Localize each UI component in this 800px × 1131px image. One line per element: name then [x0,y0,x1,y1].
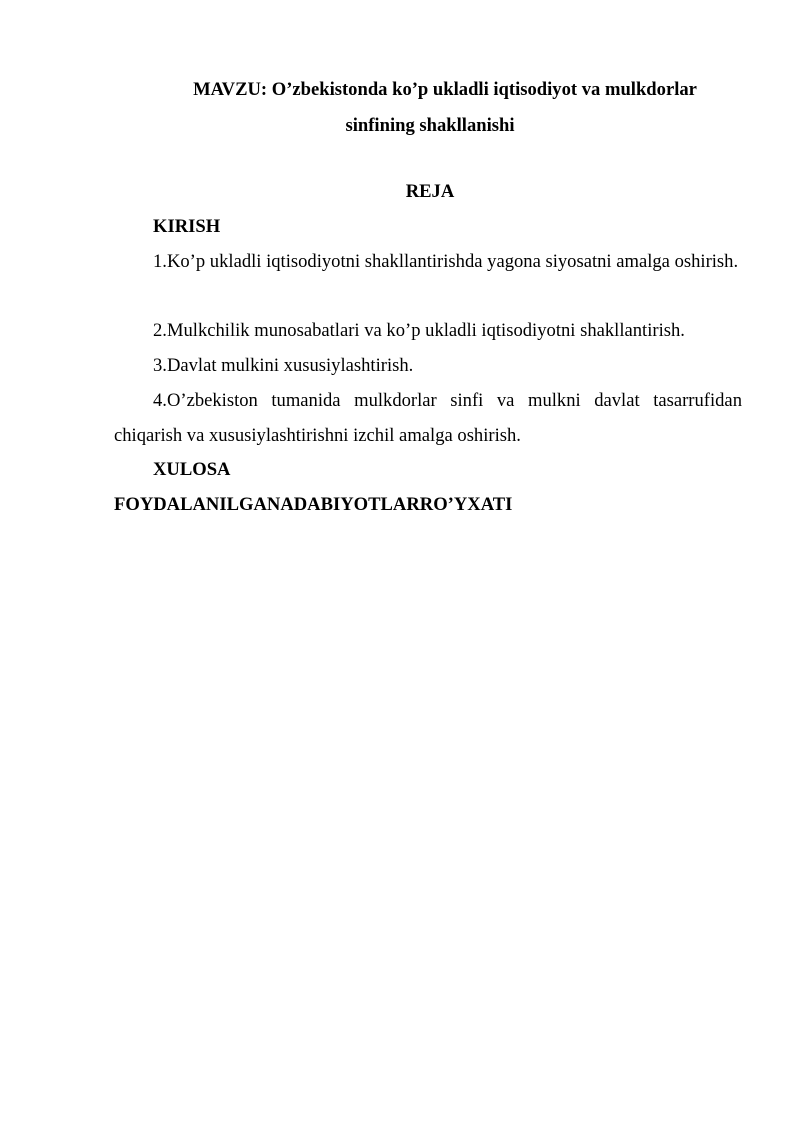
plan-item-3: 3.Davlat mulkini xususiylashtirish. [153,355,414,376]
intro-heading: KIRISH [153,216,221,237]
references-heading: FOYDALANILGANADABIYOTLARRO’YXATI [114,494,513,515]
plan-item-4: 4.O’zbekiston tumanida mulkdorlar sinfi va mulkni davlat tasarrufidan chiqarish va xususiylashtirishni izchil amalga oshirish. [114,390,742,446]
plan-item-1: 1.Ko’p ukladli iqtisodiyotni shakllantirishda yagona siyosatni amalga oshirish. [153,251,739,272]
conclusion-heading: XULOSA [153,459,231,480]
plan-item-2: 2.Mulkchilik munosabatlari va ko’p ukladli iqtisodiyotni shakllantirish. [153,320,685,341]
document-title: MAVZU: O’zbekistonda ko’p ukladli iqtisodiyot va mulkdorlar sinfining shakllanishi [193,79,697,136]
plan-heading: REJA [405,181,455,202]
